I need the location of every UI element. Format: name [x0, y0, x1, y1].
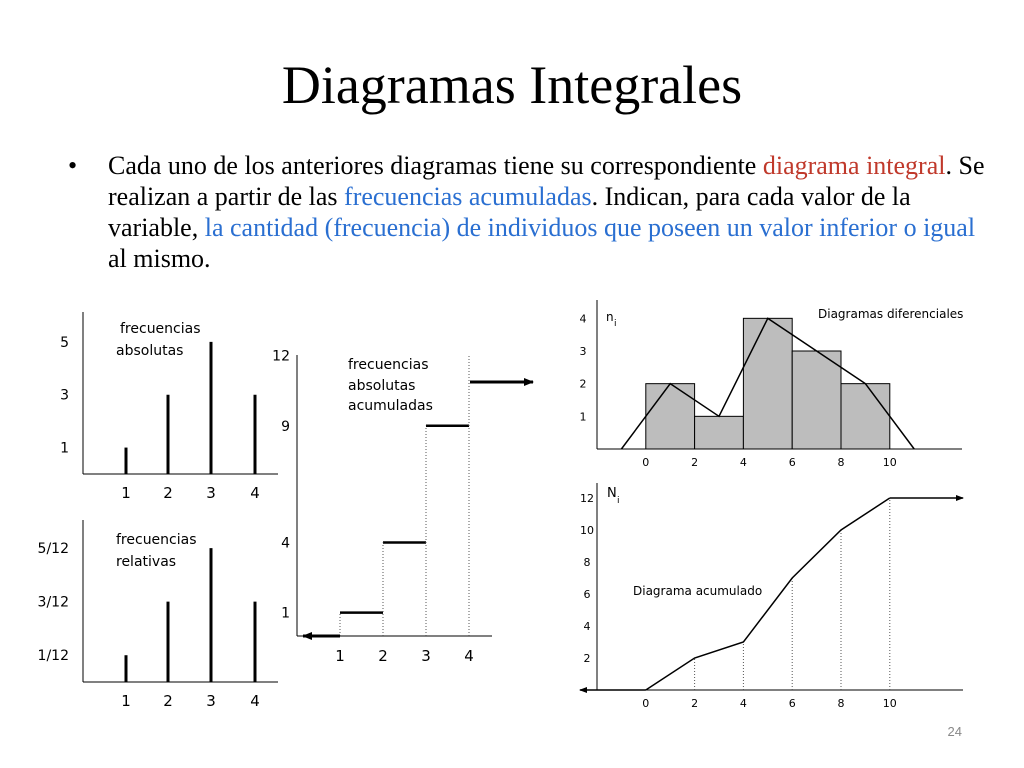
- c3-ytick-label: 4: [579, 312, 587, 326]
- bullet-text-7: al mismo.: [108, 244, 211, 273]
- chart-cum-ylabel: N: [607, 486, 617, 501]
- c3-ytick-label: 1: [579, 410, 587, 424]
- c0-xtick-label: 2: [163, 484, 173, 502]
- c0-xtick-label: 3: [206, 484, 216, 502]
- bullet-text-5: . Indican, para cada valor de la variable,: [108, 182, 911, 242]
- chart-cum: [580, 483, 963, 710]
- bullet-highlight-diagrama-integral: diagrama integral: [762, 151, 946, 180]
- c4-ytick-label: 8: [583, 556, 591, 569]
- c2-xtick-label: 3: [421, 647, 431, 665]
- bullet-highlight-frecuencias-acumuladas: frecuencias acumuladas: [344, 182, 592, 211]
- c0-xtick-label: 1: [121, 484, 131, 502]
- c1-xtick-label: 2: [163, 692, 173, 710]
- c4-xtick-label: 2: [691, 697, 699, 710]
- bullet-text-1: Cada uno de los anteriores diagramas tiene su correspondiente: [108, 151, 763, 180]
- chart-rel-title-2: relativas: [116, 554, 177, 570]
- chart-diff-ylabel-sub: i: [614, 319, 617, 329]
- chart-cum-ylabel-sub: i: [617, 496, 620, 506]
- chart-diff: [580, 300, 964, 469]
- c2-ytick-label: 4: [281, 535, 290, 552]
- chart-abs: [60, 312, 278, 502]
- c2-ytick-label: 1: [281, 605, 290, 622]
- c2-ytick-label: 9: [281, 418, 290, 435]
- c4-xtick-label: 4: [739, 697, 747, 710]
- c3-histogram-bar: [792, 351, 841, 449]
- slide-number: 24: [947, 724, 962, 739]
- chart-acum: [272, 349, 533, 665]
- c1-ytick-label: 1/12: [37, 648, 69, 665]
- c1-ytick-label: 3/12: [37, 594, 69, 611]
- c3-xtick-label: 6: [788, 456, 796, 469]
- c3-ytick-label: 3: [579, 345, 587, 358]
- c2-xtick-label: 2: [378, 647, 388, 665]
- c0-xtick-label: 4: [250, 484, 260, 502]
- chart-acum-title-2: absolutas: [348, 378, 416, 394]
- bullet-text-3: . Se realizan a partir de las: [108, 151, 985, 211]
- c4-ytick-label: 12: [580, 492, 594, 505]
- slide-title: Diagramas Integrales: [281, 55, 743, 115]
- c3-histogram-bar: [646, 384, 695, 449]
- c3-xtick-label: 10: [882, 456, 897, 469]
- c4-ytick-label: 6: [583, 588, 591, 601]
- c1-xtick-label: 4: [250, 692, 260, 710]
- bullet-highlight-cantidad: la cantidad (frecuencia) de individuos que poseen un valor inferior o igual: [204, 213, 976, 242]
- c4-xtick-label: 8: [837, 697, 845, 710]
- c2-xtick-label: 4: [464, 647, 474, 665]
- chart-cum-title: Diagrama acumulado: [633, 584, 763, 598]
- c3-histogram-bar: [841, 384, 890, 449]
- c1-xtick-label: 3: [206, 692, 216, 710]
- chart-acum-title-1: frecuencias: [348, 357, 429, 373]
- c3-ytick-label: 2: [579, 377, 587, 391]
- c4-ytick-label: 10: [580, 524, 594, 537]
- c2-xtick-label: 1: [335, 647, 345, 665]
- chart-rel-title-1: frecuencias: [116, 532, 197, 548]
- bullet-marker: •: [68, 151, 78, 180]
- c4-xtick-label: 10: [882, 697, 897, 710]
- c4-ytick-label: 2: [583, 652, 591, 665]
- c0-ytick-label: 1: [60, 440, 69, 457]
- c4-xtick-label: 6: [788, 697, 796, 710]
- chart-abs-title-1: frecuencias: [120, 321, 201, 337]
- c4-ytick-label: 4: [583, 620, 591, 633]
- chart-acum-title-3: acumuladas: [348, 398, 433, 414]
- c3-xtick-label: 2: [691, 456, 699, 469]
- chart-abs-title-2: absolutas: [116, 343, 184, 359]
- chart-rel: [38, 520, 278, 710]
- chart-diff-title: Diagramas diferenciales: [818, 307, 964, 321]
- c3-histogram-bar: [695, 416, 744, 449]
- c4-xtick-label: 0: [642, 697, 650, 710]
- chart-diff-ylabel: n: [606, 310, 614, 324]
- c3-xtick-label: 0: [642, 456, 650, 469]
- c1-ytick-label: 5/12: [37, 541, 69, 558]
- c3-xtick-label: 8: [837, 456, 845, 469]
- c0-ytick-label: 5: [60, 334, 69, 351]
- c3-xtick-label: 4: [739, 456, 747, 469]
- c1-xtick-label: 1: [121, 692, 131, 710]
- c3-histogram-bar: [743, 318, 792, 449]
- c2-ytick-label: 12: [272, 348, 290, 365]
- c0-ytick-label: 3: [60, 387, 69, 404]
